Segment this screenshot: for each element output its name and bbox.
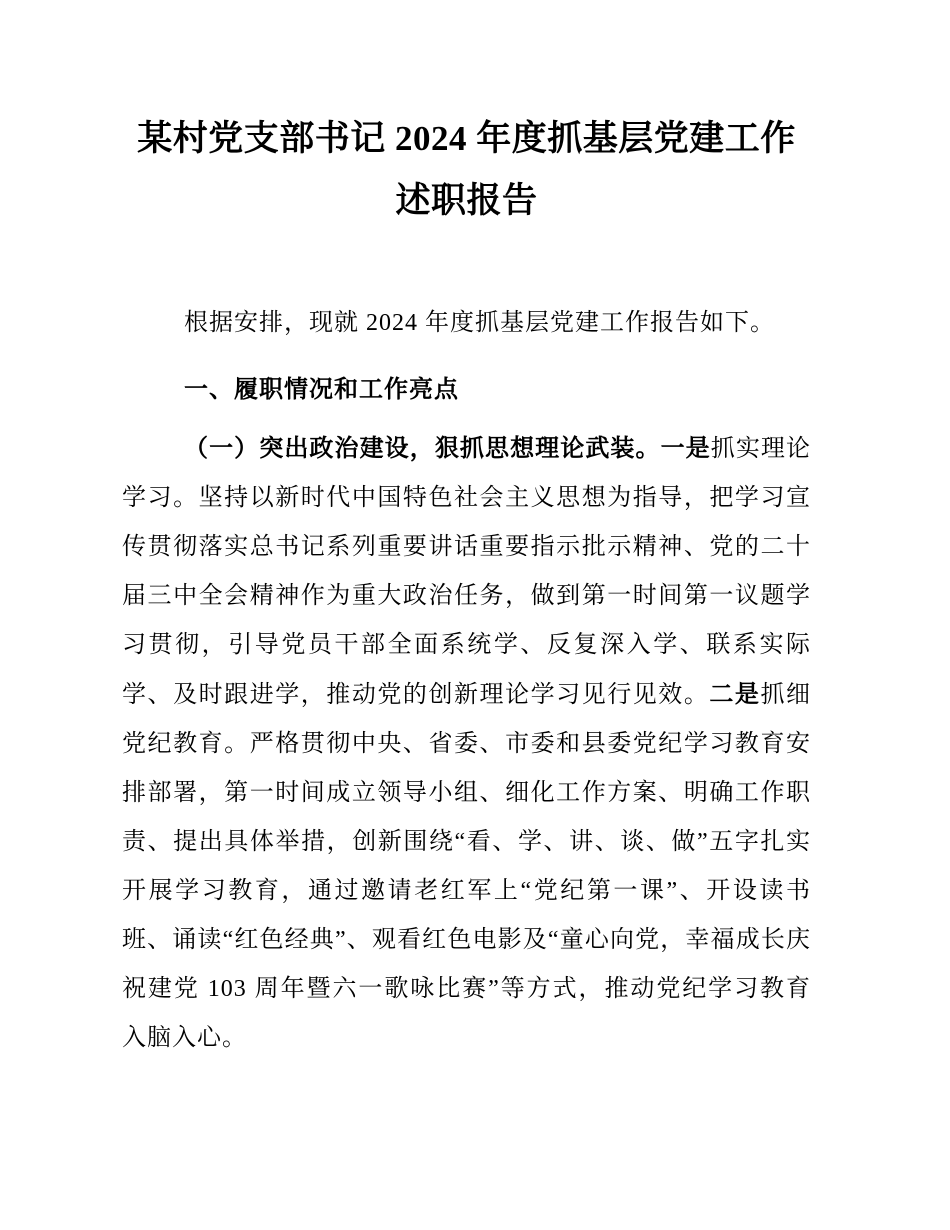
intro-paragraph: 根据安排，现就 2024 年度抓基层党建工作报告如下。	[184, 310, 775, 336]
regular-text-run-2: 抓细党纪教育。严格贯彻中央、省委、市委和县委党纪学习教育安排部署，第一时间成立领导小组、细化工作方案、明确工作职责、提出具体举措，创新围绕“看、学、讲、谈、做”五字扎实开展学习教育，通过邀请老红军上“党纪第一课”、开设读书班、诵读“红色经典”、观看红色电影及“童心向党，幸福成长庆祝建党 103 周年暨六一歌咏比赛”等方式，推动党纪学习教育入脑入心。	[122, 682, 812, 1051]
bold-text-run-2: 二是	[709, 681, 761, 708]
bold-text-run-1: （一）突出政治建设，狠抓思想理论武装。一是	[184, 435, 711, 462]
document-title: 某村党支部书记 2024 年度抓基层党建工作述职报告	[137, 119, 796, 220]
regular-text-run-1: 抓实理论学习。坚持以新时代中国特色社会主义思想为指导，把学习宣传贯彻落实总书记系列重要讲话重要指示批示精神、党的二十届三中全会精神作为重大政治任务，做到第一时间第一议题学习贯彻，引导党员干部全面系统学、反复深入学、联系实际学、及时跟进学，推动党的创新理论学习见行见效。	[122, 436, 811, 708]
section-body-paragraph	[122, 424, 811, 1063]
section-heading: 一、履职情况和工作亮点	[184, 376, 459, 403]
